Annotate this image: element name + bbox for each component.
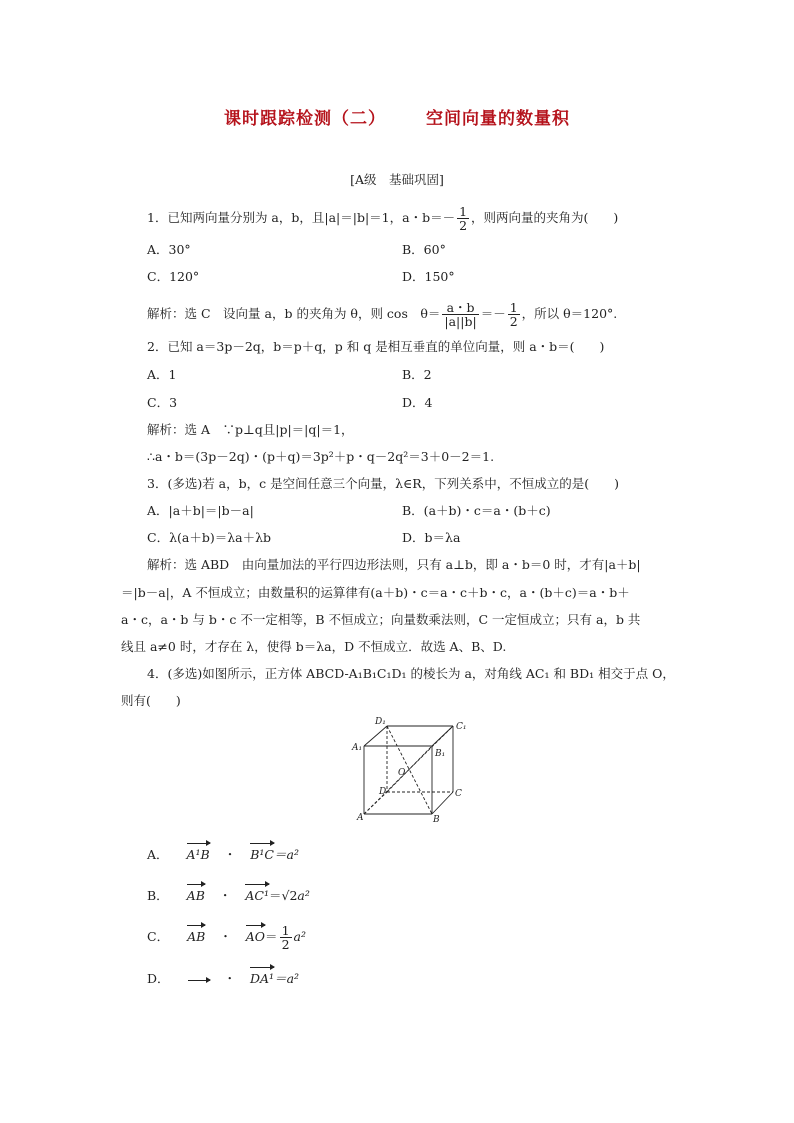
q3-answer-line-2: ＝|b－a|，A 不恒成立；由数量积的运算律有(a＋b)・c＝a・c＋b・c，a・(b＋c)＝a・b＋: [121, 585, 630, 600]
q1-answer-text-c: ，所以 θ＝120°.: [521, 306, 618, 321]
q4-option-b-rhs-b: a²: [297, 888, 310, 903]
q2-answer-line-2: ∴a・b＝(3p－2q)・(p＋q)＝3p²＋p・q－2q²＝3＋0－2＝1.: [147, 449, 495, 464]
q1-option-b: B．60°: [402, 242, 446, 257]
q4-option-a-vector-1: A¹B: [187, 840, 210, 864]
q2-option-b: B．2: [402, 367, 432, 382]
edge-bc: [432, 792, 453, 814]
q4-option-d-dot: ・: [223, 971, 237, 986]
q1-stem: [147, 205, 618, 232]
q4-option-d-vector-1-arrow: [188, 977, 210, 983]
diagonal-bd1: [387, 726, 432, 814]
label-d1: D₁: [375, 717, 386, 727]
q3-stem: 3．(多选)若 a，b，c 是空间任意三个向量，λ∈R，下列关系中，不恒成立的是( ): [147, 476, 619, 491]
section-heading: [A级 基础巩固]: [350, 172, 444, 187]
q4-stem-line-2: 则有( ): [121, 693, 181, 708]
q2-answer-line-1: 解析：选 A ∵p⊥q且|p|＝|q|＝1，: [147, 422, 354, 437]
q1-answer-frac-den: |a||b|: [444, 314, 477, 329]
q1-frac-num: 1: [459, 204, 468, 219]
title-left: 课时跟踪检测（二）: [224, 109, 386, 129]
q1-option-d: D．150°: [402, 269, 455, 284]
q4-option-a-rhs: ＝a²: [274, 847, 299, 862]
q4-option-d: [147, 964, 299, 988]
q4-option-b-rhs-a: ＝√2: [268, 888, 298, 903]
q1-stem-text-a: 1．已知两向量分别为 a，b，且|a|＝|b|＝1，a・b＝－: [147, 210, 456, 225]
q1-answer: [147, 301, 617, 328]
q4-option-c: [147, 922, 306, 951]
q4-option-c-frac-den: 2: [281, 937, 290, 952]
q1-answer-frac-num: a・b: [442, 301, 478, 315]
edge-a1d1: [364, 726, 387, 746]
q1-answer-fraction-2: [508, 301, 520, 328]
q1-answer-text-a: 解析：选 C 设向量 a，b 的夹角为 θ，则 cos θ＝: [147, 306, 441, 321]
q1-answer-frac2-num: 1: [509, 300, 518, 315]
q1-option-c: C．120°: [147, 269, 200, 284]
label-b1: B₁: [435, 749, 446, 759]
q1-stem-text-b: ，则两向量的夹角为( ): [471, 210, 619, 225]
q2-stem: 2．已知 a＝3p－2q，b＝p＋q，p 和 q 是相互垂直的单位向量，则 a・b＝( ): [147, 339, 605, 354]
q1-answer-frac2-den: 2: [509, 314, 518, 329]
label-a1: A₁: [352, 743, 363, 753]
label-d: D: [379, 787, 387, 797]
q4-option-b-vector-1: AB: [187, 881, 205, 905]
q3-answer-line-3: a・c，a・b 与 b・c 不一定相等，B 不恒成立；向量数乘法则，C 一定恒成立；只有 a，b 共: [121, 612, 641, 627]
label-c1: C₁: [456, 722, 467, 732]
q4-option-a-label: A．: [147, 847, 169, 862]
q3-option-a: A．|a＋b|＝|b－a|: [147, 503, 254, 518]
q2-option-c: C．3: [147, 395, 178, 410]
q3-answer-line-4: 线且 a≠0 时，才存在 λ，使得 b＝λa，D 不恒成立．故选 A、B、D.: [121, 639, 507, 654]
q3-option-d: D．b＝λa: [402, 530, 461, 545]
q4-option-a-vector-2: B¹C: [250, 840, 274, 864]
q1-frac-den: 2: [459, 218, 468, 233]
q4-option-c-fraction: [280, 924, 292, 951]
label-o: O: [398, 768, 406, 778]
q4-option-b-dot: ・: [218, 888, 232, 903]
q4-option-c-label: C．: [147, 929, 170, 944]
q4-option-c-vector-2: AO: [246, 922, 265, 946]
label-a: A: [357, 813, 364, 823]
q4-option-b-vector-2: AC¹: [245, 881, 269, 905]
q4-option-d-label: D．: [147, 971, 170, 986]
cube-figure: [340, 712, 470, 824]
q1-option-a: A．30°: [147, 242, 191, 257]
label-c: C: [455, 789, 462, 799]
q4-option-b: [147, 881, 310, 905]
q4-option-b-label: B．: [147, 888, 169, 903]
q1-answer-fraction: [442, 301, 478, 328]
q4-option-c-dot: ・: [219, 929, 232, 944]
q4-option-a: [147, 840, 299, 864]
q3-option-b: B．(a＋b)・c＝a・(b＋c): [402, 503, 551, 518]
q2-option-d: D．4: [402, 395, 433, 410]
q3-answer-line-1: 解析：选 ABD 由向量加法的平行四边形法则，只有 a⊥b，即 a・b＝0 时，才有|a＋b|: [147, 557, 641, 572]
title-right: 空间向量的数量积: [426, 109, 570, 129]
q4-option-c-vector-1: AB: [187, 922, 205, 946]
q4-stem-line-1: 4．(多选)如图所示，正方体 ABCD-A₁B₁C₁D₁ 的棱长为 a，对角线 AC₁ 和 BD₁ 相交于点 O，: [147, 666, 675, 681]
label-b: B: [433, 815, 440, 824]
q4-option-c-frac-num: 1: [281, 923, 290, 938]
q4-option-a-dot: ・: [223, 847, 237, 862]
q4-option-c-rhs-a: ＝: [265, 929, 278, 944]
page-title: [0, 104, 794, 129]
q1-fraction: [457, 205, 469, 232]
q2-option-a: A．1: [147, 367, 177, 382]
q1-answer-text-b: ＝－: [480, 306, 506, 321]
q4-option-d-vector-2: DA¹: [250, 964, 274, 988]
q3-option-c: C．λ(a＋b)＝λa＋λb: [147, 530, 271, 545]
q4-option-c-rhs-b: a²: [293, 929, 306, 944]
q4-option-d-rhs: ＝a²: [274, 971, 300, 986]
